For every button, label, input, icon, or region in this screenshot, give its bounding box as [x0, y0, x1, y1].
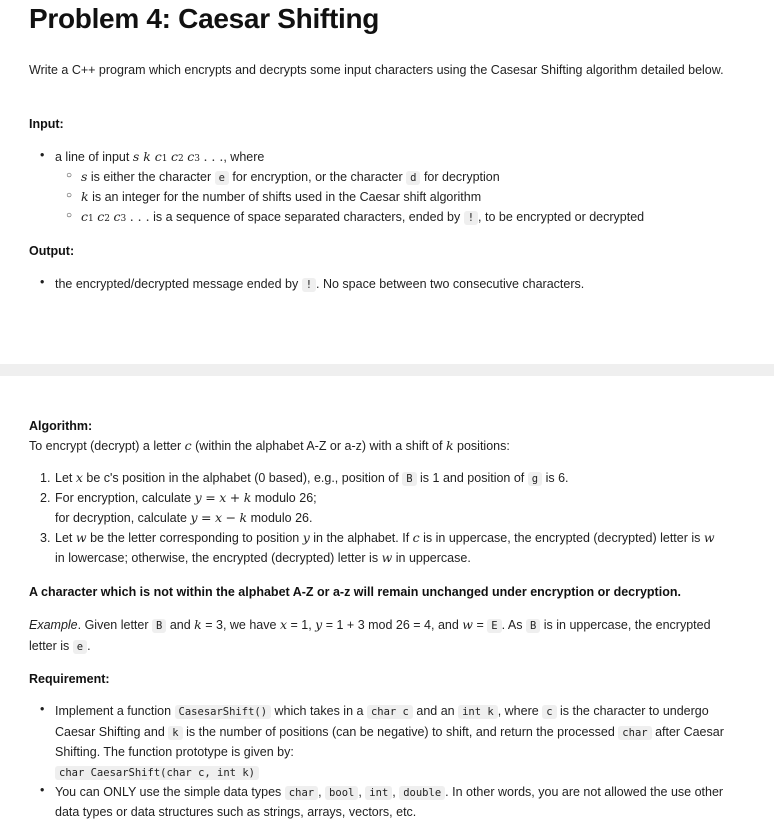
code-char-c: char c — [367, 705, 413, 719]
algorithm-step-3-cont: in lowercase; otherwise, the encrypted (decrypted) letter is w in uppercase. — [55, 550, 471, 565]
page-title: Problem 4: Caesar Shifting — [29, 3, 380, 34]
bullet: • — [40, 148, 45, 162]
code-char: char — [618, 726, 651, 740]
code-bool: bool — [325, 786, 358, 800]
bullet: • — [40, 702, 45, 716]
code-g: g — [528, 472, 542, 486]
sub-bullet: ○ — [66, 210, 73, 221]
code-int-k: int k — [458, 705, 498, 719]
bullet: • — [40, 783, 45, 797]
algorithm-step-1: Let x be c's position in the alphabet (0 based), e.g., position of B is 1 and position of g is 6. — [55, 470, 569, 485]
bullet: • — [40, 275, 45, 289]
code-b: B — [152, 619, 166, 633]
code-d: d — [406, 171, 420, 185]
code-e: e — [215, 171, 229, 185]
algorithm-step-3: Let w be the letter corresponding to position y in the alphabet. If c is in uppercase, the encrypted (decrypted) letter is w — [55, 530, 715, 545]
algorithm-step-2: For encryption, calculate y = x + k modulo 26; — [55, 490, 317, 505]
requirement-item-1-line-3: Shifting. The function prototype is given by: — [55, 745, 294, 759]
requirement-item-1: Implement a function CasesarShift() which takes in a char c and an int k , where c is the character to undergo — [55, 704, 709, 718]
code-c: c — [542, 705, 556, 719]
input-line-item: a line of input s k c1 c2 c3 . . ., where — [55, 149, 265, 164]
requirement-item-2-line-2: data types or data structures such as strings, arrays, vectors, etc. — [55, 805, 417, 819]
example-paragraph: Example. Given letter B and k = 3, we have x = 1, y = 1 + 3 mod 26 = 4, and w = E . As B is in uppercase, the encrypted letter is e . — [29, 617, 711, 653]
output-item: the encrypted/decrypted message ended by ! . No space between two consecutive characters. — [55, 277, 585, 291]
code-e: E — [487, 619, 501, 633]
code-b: B — [402, 472, 416, 486]
code-function-name: CasesarShift() — [175, 705, 272, 719]
code-prototype: char CaesarShift(char c, int k) — [55, 766, 259, 780]
input-heading: Input: — [29, 117, 64, 131]
requirement-heading: Requirement: — [29, 672, 110, 686]
sub-bullet: ○ — [66, 190, 73, 201]
code-b: B — [526, 619, 540, 633]
input-c-item: c1 c2 c3 . . . is a sequence of space separated characters, ended by ! , to be encrypted or decrypted — [81, 209, 645, 224]
sub-bullet: ○ — [66, 170, 73, 181]
algorithm-note: A character which is not within the alphabet A-Z or a-z will remain unchanged under encryption or decryption. — [29, 585, 681, 599]
input-k-item: k is an integer for the number of shifts used in the Caesar shift algorithm — [81, 189, 482, 204]
step-number: 1. — [40, 471, 51, 485]
output-heading: Output: — [29, 244, 75, 258]
requirement-prototype — [55, 762, 755, 783]
requirement-item-2: You can ONLY use the simple data types char , bool , int , double . In other words, you are not allowed the use other — [55, 785, 724, 799]
intro-paragraph: Write a C++ program which encrypts and decrypts some input characters using the Casesar Shifting algorithm detailed below. — [29, 63, 724, 77]
input-s-item: s is either the character e for encryption, or the character d for decryption — [81, 169, 500, 184]
code-exclaim: ! — [302, 278, 316, 292]
algorithm-heading: Algorithm: — [29, 419, 93, 433]
algorithm-step-2-cont: for decryption, calculate y = x − k modulo 26. — [55, 510, 313, 525]
requirement-item-1-line-2: Caesar Shifting and k is the number of positions (can be negative) to shift, and return the processed char after Caesar — [55, 725, 724, 739]
step-number: 2. — [40, 491, 51, 505]
step-number: 3. — [40, 531, 51, 545]
code-double: double — [399, 786, 445, 800]
code-exclaim: ! — [464, 211, 478, 225]
code-e: e — [73, 640, 87, 654]
algorithm-intro: To encrypt (decrypt) a letter c (within the alphabet A-Z or a-z) with a shift of k positions: — [29, 438, 510, 453]
code-int: int — [365, 786, 392, 800]
code-k: k — [168, 726, 182, 740]
section-divider — [0, 364, 774, 376]
code-char: char — [285, 786, 318, 800]
